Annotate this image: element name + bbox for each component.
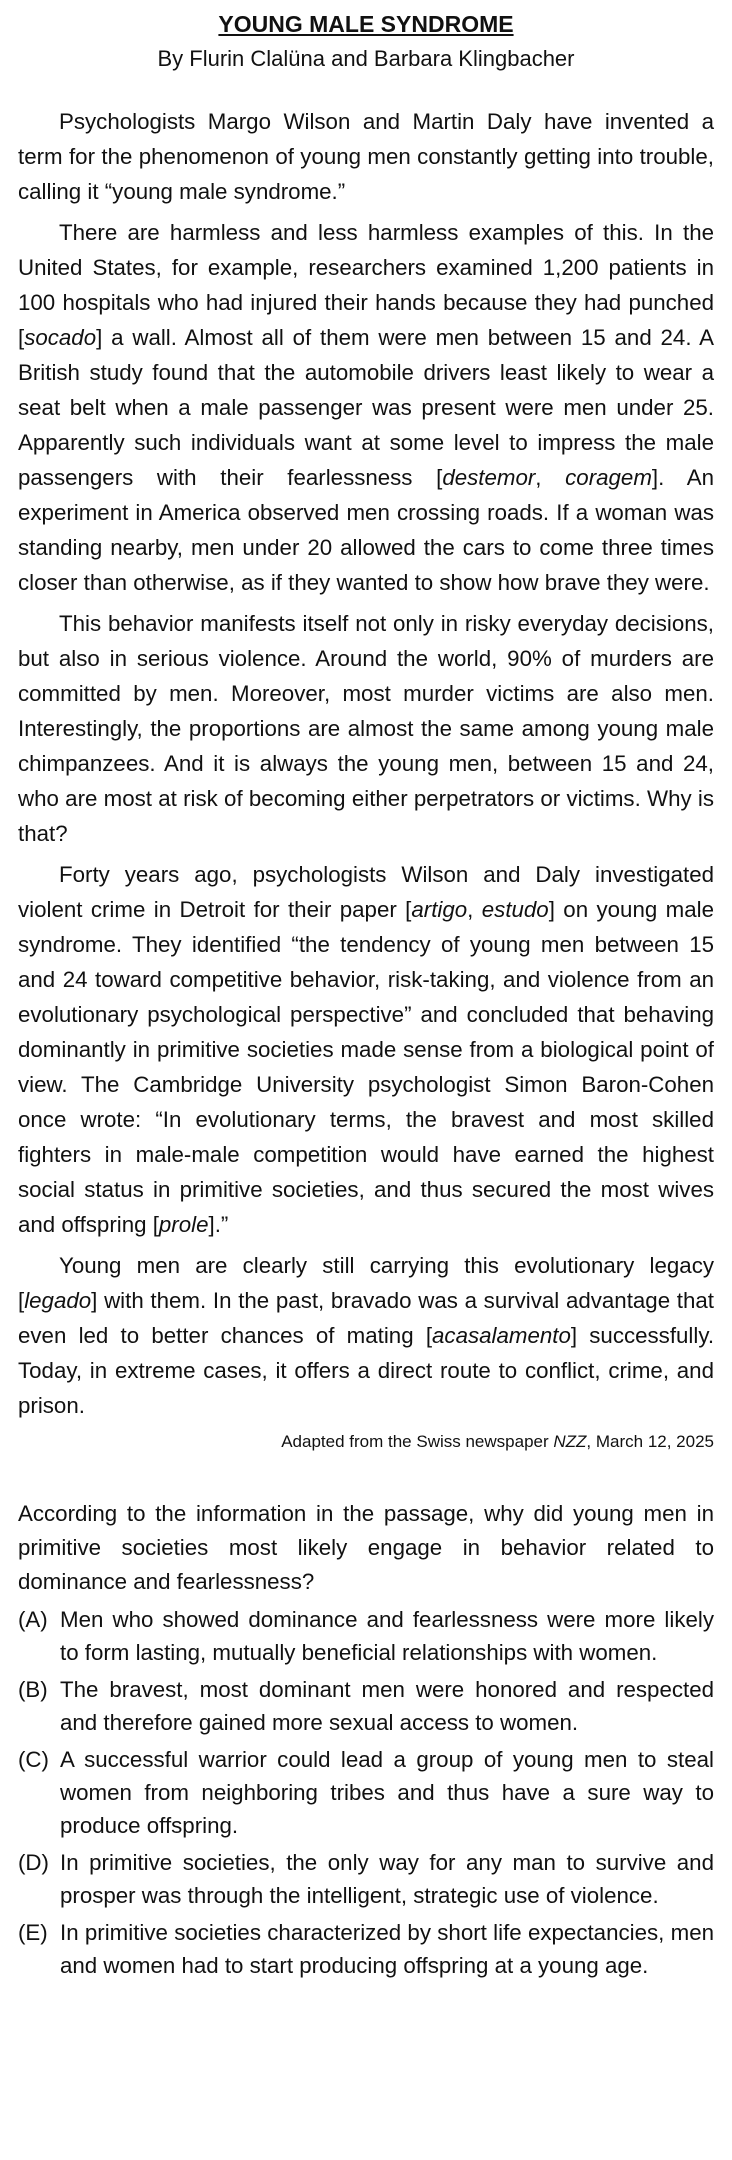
option-letter: (A)	[18, 1607, 48, 1632]
text-run: , March 12, 2025	[586, 1432, 714, 1451]
text-run: ,	[535, 465, 566, 490]
answer-options	[18, 1603, 714, 1982]
text-run: ]. An experiment in America observed men crossing roads. If a woman was standing nearby, men under 20 allowed the cars to come three times closer than otherwise, as if they wanted to show how brave they were.	[18, 465, 714, 595]
article-paragraph-3	[18, 606, 714, 851]
answer-option-b[interactable]	[18, 1673, 714, 1739]
glossed-term: NZZ	[553, 1432, 587, 1451]
glossed-term: socado	[24, 325, 97, 350]
text-run: ] a wall. Almost all of them were men between 15 and 24. A British study found that the automobile drivers least likely to wear a seat belt when a male passenger was present were men under 25. Apparently such individuals want at some level to impress the male passengers with their fearlessness [	[18, 325, 714, 490]
answer-option-a[interactable]	[18, 1603, 714, 1669]
option-text: Men who showed dominance and fearlessness were more likely to form lasting, mutually beneficial relationships with women.	[60, 1607, 714, 1665]
article-paragraph-4	[18, 857, 714, 1242]
glossed-term: destemor	[442, 465, 536, 490]
article-paragraph-2	[18, 215, 714, 600]
option-letter: (C)	[18, 1747, 49, 1772]
text-run: ] with them. In the past, bravado was a survival advantage that even led to better chances of mating [	[18, 1288, 714, 1348]
answer-option-e[interactable]	[18, 1916, 714, 1982]
text-run: There are harmless and less harmless examples of this. In the United States, for example, researchers examined 1,200 patients in 100 hospitals who had injured their hands because they had punched [	[18, 220, 714, 350]
article-byline: By Flurin Clalüna and Barbara Klingbacher	[157, 46, 575, 71]
option-text: In primitive societies, the only way for any man to survive and prosper was through the intelligent, strategic use of violence.	[60, 1850, 714, 1908]
option-letter: (D)	[18, 1850, 49, 1875]
option-letter: (B)	[18, 1677, 48, 1702]
text-run: This behavior manifests itself not only in risky everyday decisions, but also in serious violence. Around the world, 90% of murders are committed by men. Moreover, most murder victims are also men. Interestingly, the proportions are almost the same among young male chimpanzees. And it is always the young men, between 15 and 24, who are most at risk of becoming either perpetrators or victims. Why is that?	[18, 611, 714, 846]
answer-option-d[interactable]	[18, 1846, 714, 1912]
glossed-term: prole	[158, 1212, 209, 1237]
text-run: ,	[467, 897, 482, 922]
text-run: Psychologists Margo Wilson and Martin Daly have invented a term for the phenomenon of young men constantly getting into trouble, calling it “young male syndrome.”	[18, 109, 714, 204]
text-run: Young men are clearly still carrying this evolutionary legacy [	[18, 1253, 714, 1313]
text-run: Adapted from the Swiss newspaper	[281, 1432, 554, 1451]
text-run: ] on young male syndrome. They identified “the tendency of young men between 15 and 24 toward competitive behavior, risk-taking, and violence from an evolutionary psychological perspective” and concluded that behaving dominantly in primitive societies made sense from a biological point of view. The Cambridge University psychologist Simon Baron-Cohen once wrote: “In evolutionary terms, the bravest and most skilled fighters in male-male competition would have earned the highest social status in primitive societies, and thus secured the most wives and offspring [	[18, 897, 714, 1237]
glossed-term: estudo	[481, 897, 549, 922]
article-title: YOUNG MALE SYNDROME	[218, 11, 514, 37]
glossed-term: coragem	[565, 465, 652, 490]
article-body	[18, 104, 714, 1455]
text-run: ].”	[208, 1212, 229, 1237]
article-source-credit	[18, 1429, 714, 1455]
option-text: The bravest, most dominant men were honored and respected and therefore gained more sexual access to women.	[60, 1677, 714, 1735]
option-text: In primitive societies characterized by short life expectancies, men and women had to start producing offspring at a young age.	[60, 1920, 714, 1978]
question-stem: According to the information in the passage, why did young men in primitive societies most likely engage in behavior related to dominance and fearlessness?	[18, 1501, 714, 1594]
glossed-term: artigo	[411, 897, 468, 922]
article-paragraph-1	[18, 104, 714, 209]
article-paragraph-5	[18, 1248, 714, 1423]
text-run: Forty years ago, psychologists Wilson and Daly investigated violent crime in Detroit for their paper [	[18, 862, 714, 922]
glossed-term: legado	[24, 1288, 92, 1313]
glossed-term: acasalamento	[432, 1323, 571, 1348]
answer-option-c[interactable]	[18, 1743, 714, 1842]
option-text: A successful warrior could lead a group of young men to steal women from neighboring tribes and thus have a sure way to produce offspring.	[60, 1747, 714, 1838]
option-letter: (E)	[18, 1920, 48, 1945]
text-run: ] successfully. Today, in extreme cases, it offers a direct route to conflict, crime, and prison.	[18, 1323, 715, 1418]
